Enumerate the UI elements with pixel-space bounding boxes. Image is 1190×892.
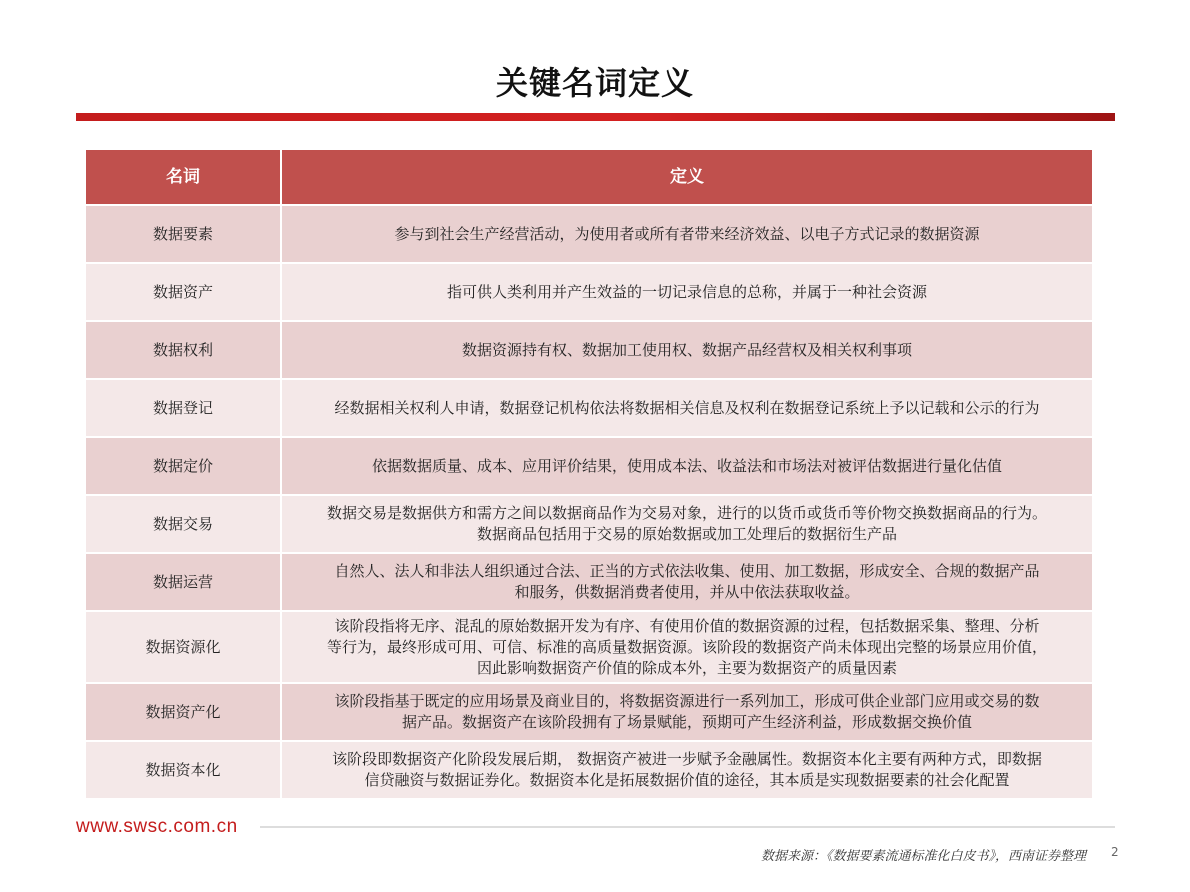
definition-cell [281, 437, 1093, 495]
definition-cell [281, 263, 1093, 321]
definition-line: 该阶段指将无序、混乱的原始数据开发为有序、有使用价值的数据资源的过程，包括数据采集、整理、分析 [334, 616, 1040, 635]
definition-line: 据产品。数据资产在该阶段拥有了场景赋能，预期可产生经济利益，形成数据交换价值 [401, 713, 972, 731]
definition-cell [281, 495, 1093, 553]
table-row [85, 553, 1093, 611]
table-row [85, 611, 1093, 683]
definition-line: 信贷融资与数据证券化。数据资本化是拓展数据价值的途径，其本质是实现数据要素的社会化配置 [364, 771, 1010, 789]
table-row [85, 683, 1093, 741]
definition-cell [281, 683, 1093, 741]
table-row [85, 379, 1093, 437]
table-body [85, 205, 1093, 799]
term-cell: 数据定价 [85, 437, 281, 495]
term-cell: 数据资本化 [85, 741, 281, 799]
page-number: 2 [1111, 845, 1119, 859]
table-row [85, 437, 1093, 495]
definition-line: 依据数据质量、成本、应用评价结果，使用成本法、收益法和市场法对被评估数据进行量化估值 [371, 456, 1002, 475]
table-header-row [85, 149, 1093, 205]
definition-line: 经数据相关权利人申请，数据登记机构依法将数据相关信息及权利在数据登记系统上予以记载和公示的行为 [334, 398, 1040, 417]
table-row [85, 495, 1093, 553]
definition-line: 因此影响数据资产价值的除成本外，主要为数据资产的质量因素 [476, 658, 897, 677]
definition-line: 指可供人类利用并产生效益的一切记录信息的总称，并属于一种社会资源 [446, 282, 927, 301]
definitions-table [84, 148, 1094, 800]
term-cell: 数据资源化 [85, 611, 281, 683]
definition-cell [281, 321, 1093, 379]
term-cell: 数据交易 [85, 495, 281, 553]
definition-line: 数据交易是数据供方和需方之间以数据商品作为交易对象，进行的以货币或货币等价物交换数据商品的行为。 [326, 504, 1047, 522]
definition-line: 参与到社会生产经营活动，为使用者或所有者带来经济效益、以电子方式记录的数据资源 [394, 224, 980, 243]
table-row [85, 321, 1093, 379]
header-definition: 定义 [281, 149, 1093, 205]
footer-divider [260, 826, 1115, 828]
definition-line: 该阶段即数据资产化阶段发展后期， 数据资产被进一步赋予金融属性。数据资本化主要有两种方式，即数据 [332, 750, 1042, 768]
definition-line: 该阶段指基于既定的应用场景及商业目的，将数据资源进行一系列加工，形成可供企业部门应用或交易的数 [334, 692, 1040, 710]
table-row [85, 741, 1093, 799]
definition-line: 数据商品包括用于交易的原始数据或加工处理后的数据衍生产品 [476, 525, 897, 543]
term-cell: 数据权利 [85, 321, 281, 379]
footer-url[interactable]: www.swsc.com.cn [76, 816, 238, 837]
title-underline-bar [76, 113, 1115, 121]
definition-cell [281, 611, 1093, 683]
header-term: 名词 [85, 149, 281, 205]
source-note: 数据来源：《数据要素流通标准化白皮书》，西南证券整理 [760, 849, 1086, 864]
table-row [85, 205, 1093, 263]
term-cell: 数据运营 [85, 553, 281, 611]
table-row [85, 263, 1093, 321]
definition-cell [281, 205, 1093, 263]
term-cell: 数据登记 [85, 379, 281, 437]
page-title: 关键名词定义 [495, 64, 694, 102]
definition-line: 等行为，最终形成可用、可信、标准的高质量数据资源。该阶段的数据资产尚未体现出完整的场景应用价值， [326, 637, 1047, 656]
term-cell: 数据资产 [85, 263, 281, 321]
term-cell: 数据要素 [85, 205, 281, 263]
definition-line: 数据资源持有权、数据加工使用权、数据产品经营权及相关权利事项 [461, 340, 912, 359]
definition-cell [281, 379, 1093, 437]
definition-cell [281, 741, 1093, 799]
definition-line: 自然人、法人和非法人组织通过合法、正当的方式依法收集、使用、加工数据，形成安全、合规的数据产品 [334, 562, 1040, 580]
definition-line: 和服务，供数据消费者使用，并从中依法获取收益。 [514, 583, 860, 601]
term-cell: 数据资产化 [85, 683, 281, 741]
definition-cell [281, 553, 1093, 611]
